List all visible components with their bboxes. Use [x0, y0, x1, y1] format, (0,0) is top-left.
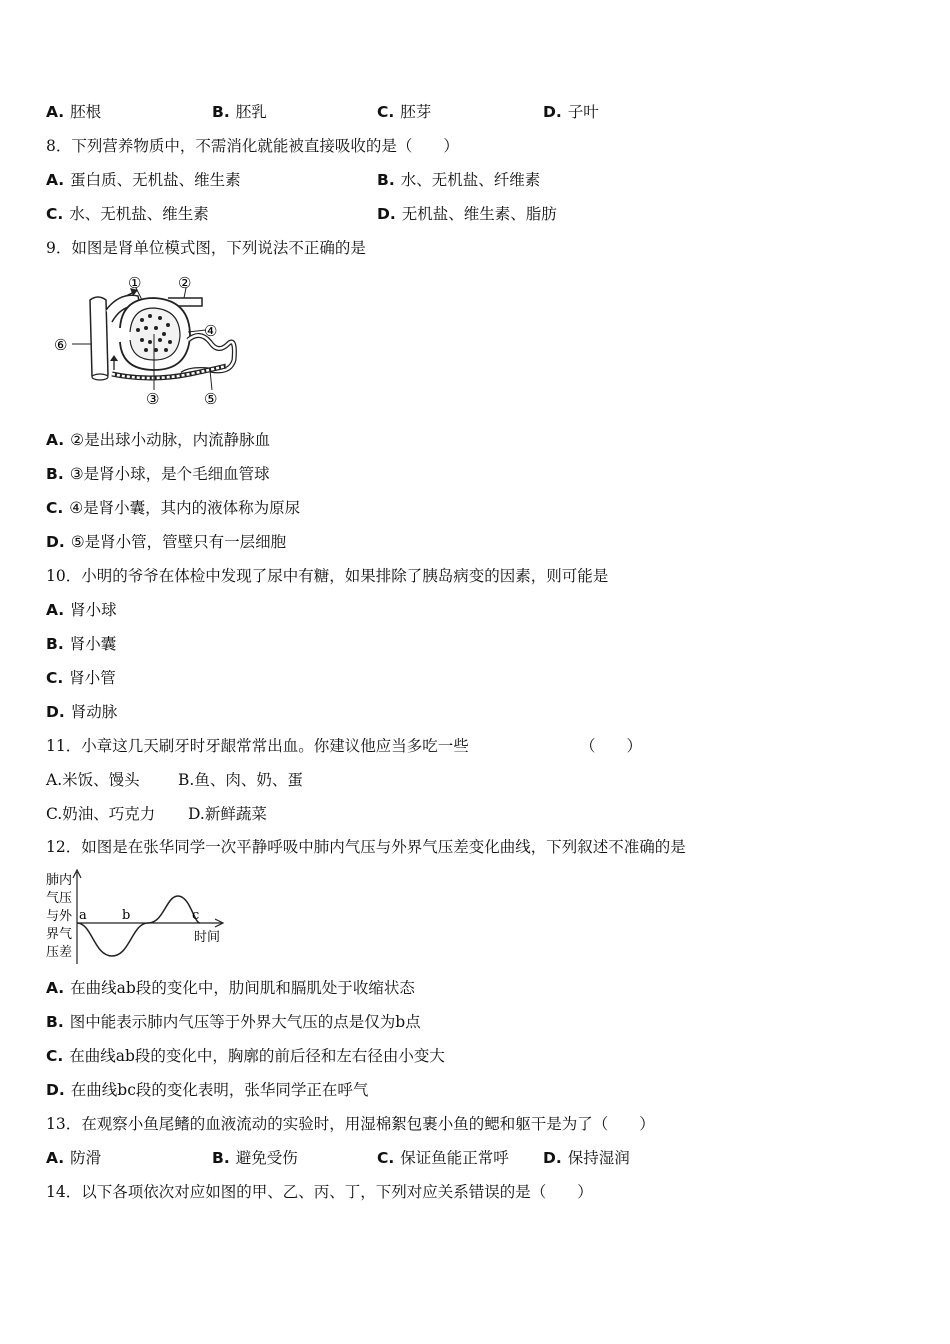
q11-option-b: B.鱼、肉、奶、蛋: [178, 771, 303, 789]
ylabel-line-4: 界气: [46, 927, 73, 942]
q12-option-c: C. 在曲线ab段的变化中，胸廓的前后径和左右径由小变大: [46, 1047, 445, 1065]
nephron-label-6: ⑥: [54, 336, 68, 354]
q11-stem: 11．小章这几天刷牙时牙龈常常出血。你建议他应当多吃一些: [46, 737, 469, 755]
nephron-label-5: ⑤: [204, 390, 218, 408]
q10-option-b: B. 肾小囊: [46, 635, 117, 653]
nephron-label-3: ③: [146, 390, 160, 408]
nephron-label-2: ②: [178, 274, 192, 292]
q8-option-a: A. 蛋白质、无机盐、维生素: [46, 171, 241, 189]
q8-stem: 8．下列营养物质中，不需消化就能被直接吸收的是（ ）: [46, 137, 459, 155]
x-axis-label: 时间: [194, 930, 221, 945]
ylabel-line-3: 与外: [46, 909, 73, 924]
q11-option-d: D.新鲜蔬菜: [188, 805, 267, 823]
q8-option-b: B. 水、无机盐、纤维素: [377, 171, 541, 189]
q7-option-b: B. 胚乳: [212, 103, 267, 121]
pressure-curve: [77, 896, 200, 956]
ylabel-line-2: 气压: [46, 891, 73, 906]
q7-option-d: D. 子叶: [543, 103, 599, 121]
q7-option-a: A. 胚根: [46, 103, 102, 121]
q13-option-a: A. 防滑: [46, 1149, 102, 1167]
point-c-label: c: [192, 908, 200, 923]
pressure-curve-figure: [44, 868, 234, 968]
q10-option-d: D. 肾动脉: [46, 703, 118, 721]
point-b-label: b: [122, 908, 131, 923]
ylabel-line-1: 肺内: [46, 873, 73, 888]
q7-option-c: C. 胚芽: [377, 103, 432, 121]
q13-option-d: D. 保持湿润: [543, 1149, 630, 1167]
q11-answer-paren: （ ）: [580, 737, 643, 755]
q8-option-d: D. 无机盐、维生素、脂肪: [377, 205, 557, 223]
nephron-diagram: [50, 270, 240, 412]
nephron-label-1: ①: [128, 274, 142, 292]
q12-stem: 12．如图是在张华同学一次平静呼吸中肺内气压与外界气压差变化曲线，下列叙述不准确的是: [46, 838, 686, 856]
q9-option-a: A. ②是出球小动脉，内流静脉血: [46, 431, 271, 449]
point-a-label: a: [79, 908, 87, 923]
nephron-label-4: ④: [204, 322, 218, 340]
q8-option-c: C. 水、无机盐、维生素: [46, 205, 209, 223]
q9-stem: 9．如图是肾单位模式图，下列说法不正确的是: [46, 239, 366, 257]
q12-option-d: D. 在曲线bc段的变化表明，张华同学正在呼气: [46, 1081, 369, 1099]
q9-option-d: D. ⑤是肾小管，管壁只有一层细胞: [46, 533, 287, 551]
q13-option-b: B. 避免受伤: [212, 1149, 298, 1167]
q13-stem: 13．在观察小鱼尾鳍的血液流动的实验时，用湿棉絮包裹小鱼的鳃和躯干是为了（ ）: [46, 1115, 655, 1133]
ylabel-line-5: 压差: [46, 945, 73, 960]
q10-stem: 10．小明的爷爷在体检中发现了尿中有糖，如果排除了胰岛病变的因素，则可能是: [46, 567, 609, 585]
q10-option-c: C. 肾小管: [46, 669, 116, 687]
q13-option-c: C. 保证鱼能正常呼: [377, 1149, 509, 1167]
q12-option-a: A. 在曲线ab段的变化中，肋间肌和膈肌处于收缩状态: [46, 979, 415, 997]
q10-option-a: A. 肾小球: [46, 601, 117, 619]
q11-option-a: A.米饭、馒头: [46, 771, 140, 789]
q12-option-b: B. 图中能表示肺内气压等于外界大气压的点是仅为b点: [46, 1013, 421, 1031]
q11-option-c: C.奶油、巧克力: [46, 805, 156, 823]
q14-stem: 14．以下各项依次对应如图的甲、乙、丙、丁，下列对应关系错误的是（ ）: [46, 1183, 593, 1201]
q9-option-c: C. ④是肾小囊，其内的液体称为原尿: [46, 499, 301, 517]
q9-option-b: B. ③是肾小球，是个毛细血管球: [46, 465, 270, 483]
